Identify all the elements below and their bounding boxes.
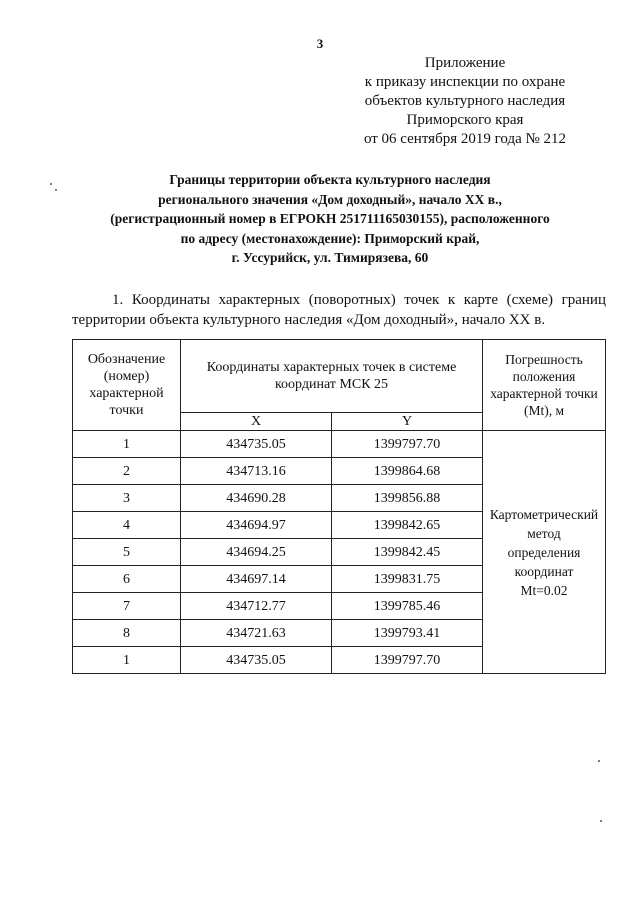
x-value: 434721.63 (181, 620, 332, 647)
y-value: 1399793.41 (332, 620, 483, 647)
page-number: 3 (316, 36, 324, 51)
title-line: (регистрационный номер в ЕГРОКН 251711165030155), расположенного (110, 211, 550, 226)
header-accuracy-label: Погрешность положения характерной точки (Mt), м (490, 352, 598, 418)
header-x: X (181, 413, 332, 431)
point-number: 1 (73, 647, 181, 674)
method-line: Картометрический (489, 506, 599, 522)
x-value: 434713.16 (181, 458, 332, 485)
point-number: 3 (73, 485, 181, 512)
y-value: 1399842.65 (332, 512, 483, 539)
x-value: 434735.05 (181, 431, 332, 458)
header-point-designation-label: Обозначение (номер) характерной точки (87, 352, 166, 418)
point-number: 8 (73, 620, 181, 647)
header-coordinates-label: Координаты характерных точек в системе координат МСК 25 (206, 360, 457, 392)
y-value: 1399831.75 (332, 566, 483, 593)
appendix-line: Приложение (424, 55, 506, 71)
x-value: 434694.25 (181, 539, 332, 566)
coordinates-table (72, 339, 606, 674)
method-cell (483, 431, 606, 674)
header-accuracy (483, 340, 606, 431)
appendix-line: объектов культурного наследия (364, 93, 566, 109)
x-value: 434712.77 (181, 593, 332, 620)
x-value: 434694.97 (181, 512, 332, 539)
method-line: координат (514, 563, 574, 579)
table-row (73, 431, 606, 458)
point-number: 6 (73, 566, 181, 593)
point-number: 4 (73, 512, 181, 539)
appendix-block (350, 54, 580, 149)
y-value: 1399856.88 (332, 485, 483, 512)
header-point-designation (73, 340, 181, 431)
appendix-line: Приморского края (406, 112, 524, 128)
point-number: 5 (73, 539, 181, 566)
title-line: Границы территории объекта культурного наследия (169, 172, 491, 187)
scan-speck (50, 183, 52, 185)
appendix-line: к приказу инспекции по охране (364, 74, 566, 90)
document-title (60, 170, 600, 268)
x-value: 434697.14 (181, 566, 332, 593)
y-value: 1399785.46 (332, 593, 483, 620)
y-value: 1399797.70 (332, 431, 483, 458)
title-line: регионального значения «Дом доходный», начало XX в., (158, 191, 502, 207)
x-value: 434690.28 (181, 485, 332, 512)
header-coordinates (181, 340, 483, 413)
y-value: 1399842.45 (332, 539, 483, 566)
intro-paragraph (72, 290, 606, 330)
intro-line: 1. Координаты характерных (поворотных) точек к карте (схеме) границ (112, 292, 606, 308)
y-value: 1399797.70 (332, 647, 483, 674)
appendix-line: от 06 сентября 2019 года № 212 (363, 131, 567, 147)
point-number: 2 (73, 458, 181, 485)
scan-speck (55, 189, 57, 191)
header-y: Y (332, 413, 483, 431)
method-line: метод (527, 525, 561, 541)
scan-speck (600, 820, 602, 822)
x-value: 434735.05 (181, 647, 332, 674)
title-line: г. Уссурийск, ул. Тимирязева, 60 (231, 250, 429, 265)
method-line: Mt=0.02 (520, 582, 568, 598)
scan-speck (598, 760, 600, 762)
point-number: 1 (73, 431, 181, 458)
method-line: определения (507, 544, 581, 560)
intro-line: территории объекта культурного наследия «Дом доходный», начало XX в. (72, 312, 546, 328)
point-number: 7 (73, 593, 181, 620)
y-value: 1399864.68 (332, 458, 483, 485)
title-line: по адресу (местонахождение): Приморский край, (180, 230, 480, 246)
